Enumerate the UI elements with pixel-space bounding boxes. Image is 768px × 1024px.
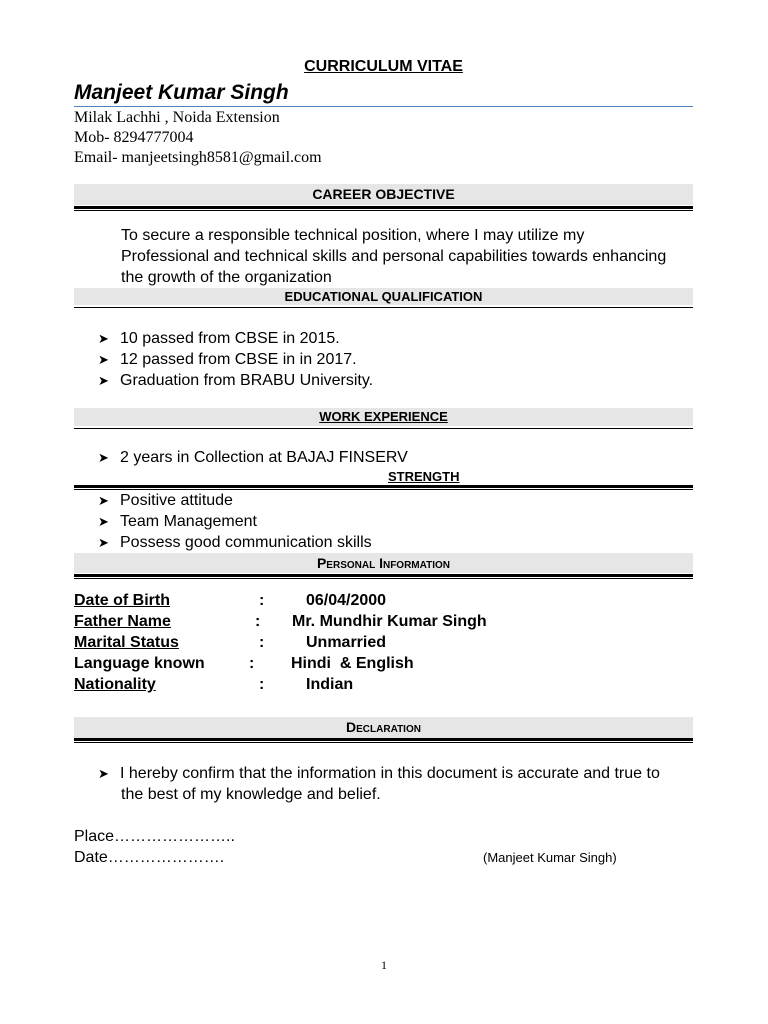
section-heading-work-experience: WORK EXPERIENCE <box>74 408 693 426</box>
arrow-bullet-icon: ➤ <box>98 450 109 465</box>
arrow-bullet-icon: ➤ <box>98 514 109 529</box>
section-heading-career-objective: CAREER OBJECTIVE <box>74 184 693 205</box>
pi-label-marital-status: Marital Status <box>74 634 179 651</box>
section-rule-thin <box>74 578 693 579</box>
section-heading-personal-information: Personal Information <box>74 553 693 573</box>
section-rule-thin <box>74 307 693 308</box>
date-field: Date…………………. <box>74 849 225 866</box>
page-number: 1 <box>381 958 387 972</box>
mobile-line: Mob- 8294777004 <box>74 129 194 146</box>
pi-label-language-known: Language known <box>74 655 205 672</box>
pi-label-date-of-birth: Date of Birth <box>74 592 170 609</box>
place-field: Place………………….. <box>74 828 235 845</box>
section-rule-thick <box>74 574 693 577</box>
signature-name: (Manjeet Kumar Singh) <box>483 850 617 865</box>
name-underline-rule <box>74 106 693 107</box>
pi-label-father-name: Father Name <box>74 613 171 630</box>
list-item: ➤ 10 passed from CBSE in 2015. <box>98 330 340 347</box>
candidate-name: Manjeet Kumar Singh <box>74 81 289 104</box>
section-rule-thin <box>74 742 693 743</box>
list-item: ➤ Graduation from BRABU University. <box>98 372 374 389</box>
arrow-bullet-icon: ➤ <box>98 766 109 781</box>
section-rule-thick <box>74 738 693 741</box>
pi-value-father-name: Mr. Mundhir Kumar Singh <box>292 613 487 630</box>
career-objective-line-2: Professional and technical skills and personal capabilities towards enhancing <box>121 248 667 265</box>
pi-value-language-known: Hindi & English <box>291 655 414 672</box>
arrow-bullet-icon: ➤ <box>98 352 109 367</box>
pi-label-nationality: Nationality <box>74 676 156 693</box>
document-title: CURRICULUM VITAE <box>304 58 463 75</box>
pi-colon: : <box>259 676 265 693</box>
list-item: ➤ I hereby confirm that the information in this document is accurate and true to <box>98 765 660 782</box>
email-line: Email- manjeetsingh8581@gmail.com <box>74 149 322 166</box>
address-line: Milak Lachhi , Noida Extension <box>74 109 280 126</box>
list-item: ➤ 12 passed from CBSE in in 2017. <box>98 351 357 368</box>
declaration-line-2: the best of my knowledge and belief. <box>121 786 381 803</box>
pi-colon: : <box>255 613 261 630</box>
section-heading-education: EDUCATIONAL QUALIFICATION <box>74 288 693 305</box>
section-heading-strength: STRENGTH <box>388 469 460 484</box>
pi-value-date-of-birth: 06/04/2000 <box>306 592 387 609</box>
section-rule-thick <box>74 485 693 488</box>
section-rule-thin <box>74 210 693 211</box>
list-item: ➤ Possess good communication skills <box>98 534 372 551</box>
arrow-bullet-icon: ➤ <box>98 535 109 550</box>
arrow-bullet-icon: ➤ <box>98 331 109 346</box>
pi-value-nationality: Indian <box>306 676 354 693</box>
arrow-bullet-icon: ➤ <box>98 493 109 508</box>
list-item: ➤ 2 years in Collection at BAJAJ FINSERV <box>98 449 408 466</box>
pi-colon: : <box>259 592 265 609</box>
pi-value-marital-status: Unmarried <box>306 634 387 651</box>
list-item: ➤ Team Management <box>98 513 257 530</box>
career-objective-line-3: the growth of the organization <box>121 269 332 286</box>
list-item: ➤ Positive attitude <box>98 492 233 509</box>
arrow-bullet-icon: ➤ <box>98 373 109 388</box>
pi-colon: : <box>259 634 265 651</box>
section-rule-thick <box>74 206 693 209</box>
career-objective-line-1: To secure a responsible technical position, where I may utilize my <box>121 227 585 244</box>
section-heading-declaration: Declaration <box>74 717 693 738</box>
pi-colon: : <box>249 655 255 672</box>
section-rule-thin <box>74 428 693 429</box>
